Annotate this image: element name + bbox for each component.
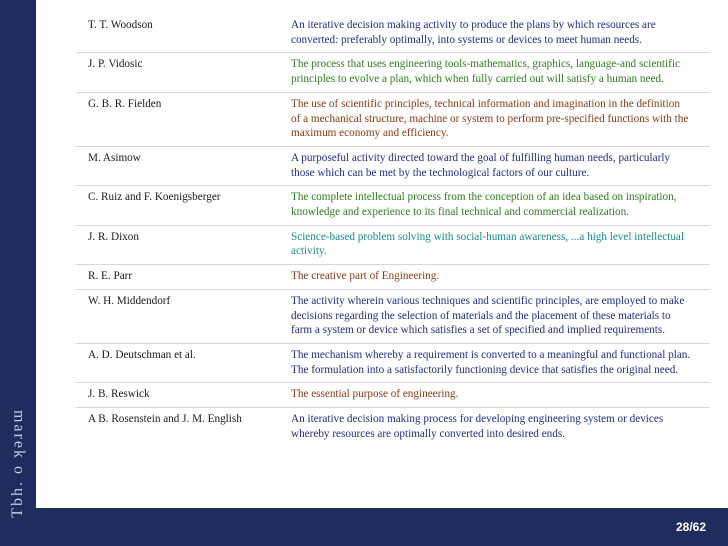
definition-text: An iterative decision making activity to produce the plans by which resources are converted: preferably optimally, into systems or devices to meet human needs.	[291, 19, 656, 46]
author-name: A. D. Deutschman et al.	[88, 348, 196, 361]
footer-bar	[36, 508, 728, 546]
author-name: C. Ruiz and F. Koenigsberger	[88, 191, 221, 204]
definition-text: The mechanism whereby a requirement is converted to a meaningful and functional plan. The formulation into a satisfactorily functioning device that satisfies the original need.	[291, 348, 691, 376]
author-name: W. H. Middendorf	[88, 294, 171, 307]
table-row	[76, 147, 710, 186]
author-name: J. R. Dixon	[88, 230, 139, 243]
definition-text: The process that uses engineering tools-mathematics, graphics, language-and scientific principles to evolve a plan, which when fully carried out will satisfy a human need.	[291, 58, 680, 86]
definitions-table	[76, 14, 710, 446]
table-row	[76, 383, 710, 408]
table-row	[76, 226, 710, 265]
definition-text: The use of scientific principles, technical information and imagination in the definition of a mechanical structure, machine or system to perform pre-specified functions with the maximum economy and efficiency.	[291, 97, 689, 140]
table-row	[76, 408, 710, 446]
table-row	[76, 93, 710, 147]
definition-text: An iterative decision making process for developing engineering system or devices whereby resources are optimally converted into desired ends.	[291, 413, 664, 440]
author-name: J. B. Reswick	[88, 388, 150, 401]
table-row	[76, 186, 710, 225]
definition-text: The creative part of Engineering.	[291, 270, 440, 283]
table-row	[76, 290, 710, 344]
author-name: J. P. Vidosic	[88, 58, 143, 71]
author-name: G. B. R. Fielden	[88, 97, 162, 110]
sidebar-logo-text: Tbh. o ʞǝɹɐɯ	[9, 408, 26, 518]
definition-text: The activity wherein various techniques and scientific principles, are employed to make decisions regarding the selection of materials and the placement of these materials to farm a system or device which satisfies a set of specified and implied requirements.	[291, 294, 685, 337]
definition-text: The essential purpose of engineering.	[291, 388, 459, 401]
author-name: R. E. Parr	[88, 270, 133, 283]
page-number: 28/62	[675, 520, 706, 534]
table-row	[76, 53, 710, 92]
table-row	[76, 344, 710, 383]
author-name: T. T. Woodson	[88, 19, 153, 31]
author-name: A B. Rosenstein and J. M. English	[88, 413, 242, 426]
table-row	[76, 265, 710, 290]
definition-text: The complete intellectual process from the conception of an idea based on inspiration, knowledge and experience to its final technical and commercial realization.	[291, 191, 677, 219]
author-name: M. Asimow	[88, 151, 141, 164]
definition-text: A purposeful activity directed toward the goal of fulfilling human needs, particularly those which can be met by the technological factors of our culture.	[291, 151, 671, 179]
table-row	[76, 14, 710, 53]
sidebar	[0, 0, 36, 546]
definition-text: Science-based problem solving with social-human awareness, ...a high level intellectual activity.	[291, 230, 684, 258]
